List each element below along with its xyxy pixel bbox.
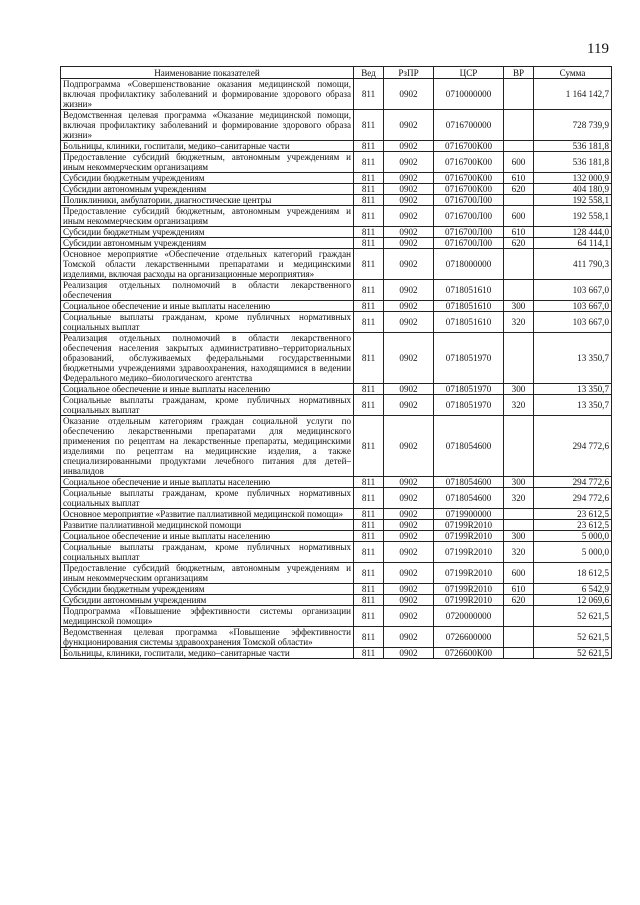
row-vr: [504, 110, 534, 141]
row-csr: 0718051970: [434, 395, 504, 416]
row-ved: 811: [354, 333, 384, 384]
row-rzpr: 0902: [384, 542, 434, 563]
row-name: Больницы, клиники, госпитали, медико–санитарные части: [61, 141, 354, 152]
row-name: Подпрограмма «Совершенствование оказания медицинской помощи, включая профилактику заболеваний и формирование здорового образа жизни»: [61, 79, 354, 110]
row-vr: 300: [504, 301, 534, 312]
row-csr: 0718000000: [434, 249, 504, 280]
row-csr: 07199R2010: [434, 595, 504, 606]
row-ved: 811: [354, 563, 384, 584]
row-vr: [504, 79, 534, 110]
row-ved: 811: [354, 184, 384, 195]
row-sum: 6 542,9: [534, 584, 612, 595]
row-csr: 0718051610: [434, 280, 504, 301]
row-vr: [504, 606, 534, 627]
row-rzpr: 0902: [384, 173, 434, 184]
row-csr: 0710000000: [434, 79, 504, 110]
row-csr: 0716700К00: [434, 152, 504, 173]
row-ved: 811: [354, 595, 384, 606]
row-rzpr: 0902: [384, 238, 434, 249]
row-sum: 294 772,6: [534, 488, 612, 509]
table-row: [61, 301, 612, 312]
table-body: [61, 79, 612, 659]
row-rzpr: 0902: [384, 488, 434, 509]
row-ved: 811: [354, 648, 384, 659]
row-sum: 18 612,5: [534, 563, 612, 584]
row-name: Оказание отдельным категориям граждан социальной услуги по обеспечению лекарственными препаратами для медицинского применения по рецептам на лекарственные препараты, медицинскими изделиями по рецептам на медицинские изделия, а также специализированными продуктами лечебного питания для детей–инвалидов: [61, 416, 354, 477]
row-sum: 128 444,0: [534, 227, 612, 238]
row-rzpr: 0902: [384, 520, 434, 531]
row-csr: 0718051610: [434, 301, 504, 312]
row-csr: 0716700Л00: [434, 195, 504, 206]
row-name: Субсидии бюджетным учреждениям: [61, 227, 354, 238]
row-sum: 192 558,1: [534, 195, 612, 206]
row-sum: 23 612,5: [534, 509, 612, 520]
table-row: [61, 79, 612, 110]
row-vr: [504, 648, 534, 659]
table-row: [61, 606, 612, 627]
page-number: 119: [587, 41, 609, 57]
row-vr: 320: [504, 488, 534, 509]
row-vr: 610: [504, 173, 534, 184]
row-vr: 620: [504, 238, 534, 249]
row-vr: 620: [504, 595, 534, 606]
row-name: Реализация отдельных полномочий в области лекарственного обеспечения: [61, 280, 354, 301]
row-rzpr: 0902: [384, 206, 434, 227]
row-vr: [504, 141, 534, 152]
table-row: [61, 531, 612, 542]
header-sum: Сумма: [534, 67, 612, 79]
row-ved: 811: [354, 249, 384, 280]
row-vr: 320: [504, 312, 534, 333]
row-sum: 404 180,9: [534, 184, 612, 195]
row-ved: 811: [354, 627, 384, 648]
table-row: [61, 509, 612, 520]
row-csr: 0720000000: [434, 606, 504, 627]
row-rzpr: 0902: [384, 227, 434, 238]
table-row: [61, 206, 612, 227]
row-name: Ведомственная целевая программа «Повышение эффективности функционирования системы здравоохранения Томской области»: [61, 627, 354, 648]
row-csr: 07199R2010: [434, 584, 504, 595]
row-rzpr: 0902: [384, 301, 434, 312]
table-row: [61, 627, 612, 648]
row-sum: 64 114,1: [534, 238, 612, 249]
row-rzpr: 0902: [384, 509, 434, 520]
row-name: Социальное обеспечение и иные выплаты населению: [61, 477, 354, 488]
row-name: Социальные выплаты гражданам, кроме публичных нормативных социальных выплат: [61, 542, 354, 563]
row-sum: 12 069,6: [534, 595, 612, 606]
row-ved: 811: [354, 280, 384, 301]
row-sum: 13 350,7: [534, 395, 612, 416]
row-sum: 103 667,0: [534, 280, 612, 301]
row-rzpr: 0902: [384, 584, 434, 595]
row-sum: 192 558,1: [534, 206, 612, 227]
row-csr: 0718051610: [434, 312, 504, 333]
table-row: [61, 384, 612, 395]
table-row: [61, 477, 612, 488]
row-sum: 5 000,0: [534, 542, 612, 563]
row-sum: 294 772,6: [534, 416, 612, 477]
row-rzpr: 0902: [384, 333, 434, 384]
row-csr: 0726600К00: [434, 648, 504, 659]
row-rzpr: 0902: [384, 416, 434, 477]
header-rzpr: РзПР: [384, 67, 434, 79]
row-rzpr: 0902: [384, 477, 434, 488]
row-sum: 132 000,9: [534, 173, 612, 184]
row-name: Реализация отдельных полномочий в области лекарственного обеспечения населения закрытых административно–территориальных образований, обслуживаемых федеральными государственными бюджетными учреждениями здравоохранения, находящимися в ведении Федерального медико–биологического агентства: [61, 333, 354, 384]
row-ved: 811: [354, 227, 384, 238]
table-row: [61, 416, 612, 477]
row-vr: [504, 249, 534, 280]
row-csr: 0718054600: [434, 488, 504, 509]
table-row: [61, 195, 612, 206]
row-rzpr: 0902: [384, 195, 434, 206]
row-vr: 610: [504, 584, 534, 595]
table-row: [61, 227, 612, 238]
row-csr: 0716700000: [434, 110, 504, 141]
row-csr: 0716700К00: [434, 141, 504, 152]
row-sum: 103 667,0: [534, 301, 612, 312]
row-csr: 07199R2010: [434, 520, 504, 531]
row-vr: 300: [504, 531, 534, 542]
row-rzpr: 0902: [384, 627, 434, 648]
row-ved: 811: [354, 477, 384, 488]
row-vr: [504, 280, 534, 301]
row-ved: 811: [354, 584, 384, 595]
row-name: Социальные выплаты гражданам, кроме публичных нормативных социальных выплат: [61, 488, 354, 509]
row-sum: 536 181,8: [534, 152, 612, 173]
table-row: [61, 184, 612, 195]
header-csr: ЦСР: [434, 67, 504, 79]
header-name: Наименование показателей: [61, 67, 354, 79]
row-csr: 0718051970: [434, 333, 504, 384]
row-rzpr: 0902: [384, 79, 434, 110]
row-name: Поликлиники, амбулатории, диагностические центры: [61, 195, 354, 206]
table-row: [61, 312, 612, 333]
row-sum: 728 739,9: [534, 110, 612, 141]
row-csr: 07199R2010: [434, 531, 504, 542]
row-csr: 0716700К00: [434, 173, 504, 184]
row-name: Основное мероприятие «Развитие паллиативной медицинской помощи»: [61, 509, 354, 520]
row-csr: 0716700Л00: [434, 206, 504, 227]
table-row: [61, 141, 612, 152]
header-ved: Вед: [354, 67, 384, 79]
row-rzpr: 0902: [384, 595, 434, 606]
row-name: Социальные выплаты гражданам, кроме публичных нормативных социальных выплат: [61, 395, 354, 416]
row-name: Социальное обеспечение и иные выплаты населению: [61, 301, 354, 312]
row-ved: 811: [354, 173, 384, 184]
row-vr: 600: [504, 206, 534, 227]
table-row: [61, 542, 612, 563]
table-row: [61, 584, 612, 595]
row-vr: [504, 509, 534, 520]
row-ved: 811: [354, 384, 384, 395]
row-name: Предоставление субсидий бюджетным, автономным учреждениям и иным некоммерческим организациям: [61, 206, 354, 227]
table-header-row: [61, 67, 612, 79]
row-name: Социальные выплаты гражданам, кроме публичных нормативных социальных выплат: [61, 312, 354, 333]
row-ved: 811: [354, 542, 384, 563]
row-ved: 811: [354, 79, 384, 110]
row-sum: 52 621,5: [534, 627, 612, 648]
row-ved: 811: [354, 416, 384, 477]
table-row: [61, 152, 612, 173]
row-name: Основное мероприятие «Обеспечение отдельных категорий граждан Томской области лекарственными препаратами и медицинскими изделиями, включая расходы на организационные мероприятия»: [61, 249, 354, 280]
row-ved: 811: [354, 206, 384, 227]
row-csr: 0716700К00: [434, 184, 504, 195]
row-vr: [504, 627, 534, 648]
row-name: Развитие паллиативной медицинской помощи: [61, 520, 354, 531]
row-ved: 811: [354, 152, 384, 173]
row-sum: 536 181,8: [534, 141, 612, 152]
row-vr: 300: [504, 477, 534, 488]
row-vr: [504, 416, 534, 477]
row-rzpr: 0902: [384, 152, 434, 173]
row-ved: 811: [354, 395, 384, 416]
row-ved: 811: [354, 110, 384, 141]
row-csr: 07199R2010: [434, 542, 504, 563]
row-sum: 5 000,0: [534, 531, 612, 542]
row-vr: 600: [504, 563, 534, 584]
row-rzpr: 0902: [384, 606, 434, 627]
table-row: [61, 238, 612, 249]
row-ved: 811: [354, 606, 384, 627]
row-rzpr: 0902: [384, 395, 434, 416]
table-row: [61, 648, 612, 659]
row-csr: 0718051970: [434, 384, 504, 395]
row-rzpr: 0902: [384, 280, 434, 301]
row-vr: 620: [504, 184, 534, 195]
row-rzpr: 0902: [384, 563, 434, 584]
row-name: Предоставление субсидий бюджетным, автономным учреждениям и иным некоммерческим организациям: [61, 152, 354, 173]
budget-table: [60, 66, 612, 659]
row-rzpr: 0902: [384, 531, 434, 542]
row-name: Ведомственная целевая программа «Оказание медицинской помощи, включая профилактику заболеваний и формирование здорового образа жизни»: [61, 110, 354, 141]
row-name: Субсидии автономным учреждениям: [61, 238, 354, 249]
row-ved: 811: [354, 509, 384, 520]
row-sum: 23 612,5: [534, 520, 612, 531]
header-vr: ВР: [504, 67, 534, 79]
row-csr: 0716700Л00: [434, 227, 504, 238]
row-sum: 411 790,3: [534, 249, 612, 280]
row-ved: 811: [354, 238, 384, 249]
row-csr: 0718054600: [434, 477, 504, 488]
row-name: Субсидии автономным учреждениям: [61, 595, 354, 606]
row-ved: 811: [354, 195, 384, 206]
row-sum: 1 164 142,7: [534, 79, 612, 110]
row-vr: [504, 520, 534, 531]
table-row: [61, 395, 612, 416]
row-name: Субсидии бюджетным учреждениям: [61, 173, 354, 184]
table-row: [61, 280, 612, 301]
row-name: Субсидии автономным учреждениям: [61, 184, 354, 195]
row-name: Больницы, клиники, госпитали, медико–санитарные части: [61, 648, 354, 659]
row-vr: 300: [504, 384, 534, 395]
table-row: [61, 249, 612, 280]
row-vr: [504, 195, 534, 206]
table-row: [61, 488, 612, 509]
row-csr: 0726600000: [434, 627, 504, 648]
table-row: [61, 595, 612, 606]
row-vr: [504, 333, 534, 384]
table-row: [61, 333, 612, 384]
row-ved: 811: [354, 301, 384, 312]
row-sum: 13 350,7: [534, 384, 612, 395]
row-sum: 13 350,7: [534, 333, 612, 384]
row-name: Подпрограмма «Повышение эффективности системы организации медицинской помощи»: [61, 606, 354, 627]
table-row: [61, 563, 612, 584]
row-csr: 0719900000: [434, 509, 504, 520]
row-rzpr: 0902: [384, 184, 434, 195]
table-row: [61, 110, 612, 141]
row-vr: 320: [504, 542, 534, 563]
row-rzpr: 0902: [384, 141, 434, 152]
row-sum: 294 772,6: [534, 477, 612, 488]
row-sum: 52 621,5: [534, 648, 612, 659]
table-row: [61, 520, 612, 531]
row-vr: 600: [504, 152, 534, 173]
row-ved: 811: [354, 488, 384, 509]
row-vr: 610: [504, 227, 534, 238]
row-sum: 52 621,5: [534, 606, 612, 627]
table-row: [61, 173, 612, 184]
row-name: Предоставление субсидий бюджетным, автономным учреждениям и иным некоммерческим организациям: [61, 563, 354, 584]
row-csr: 07199R2010: [434, 563, 504, 584]
row-rzpr: 0902: [384, 110, 434, 141]
row-rzpr: 0902: [384, 648, 434, 659]
row-name: Социальное обеспечение и иные выплаты населению: [61, 531, 354, 542]
row-ved: 811: [354, 531, 384, 542]
row-name: Социальное обеспечение и иные выплаты населению: [61, 384, 354, 395]
row-name: Субсидии бюджетным учреждениям: [61, 584, 354, 595]
row-csr: 0716700Л00: [434, 238, 504, 249]
row-csr: 0718054600: [434, 416, 504, 477]
row-vr: 320: [504, 395, 534, 416]
row-ved: 811: [354, 520, 384, 531]
row-rzpr: 0902: [384, 249, 434, 280]
row-sum: 103 667,0: [534, 312, 612, 333]
row-ved: 811: [354, 141, 384, 152]
row-ved: 811: [354, 312, 384, 333]
row-rzpr: 0902: [384, 384, 434, 395]
row-rzpr: 0902: [384, 312, 434, 333]
